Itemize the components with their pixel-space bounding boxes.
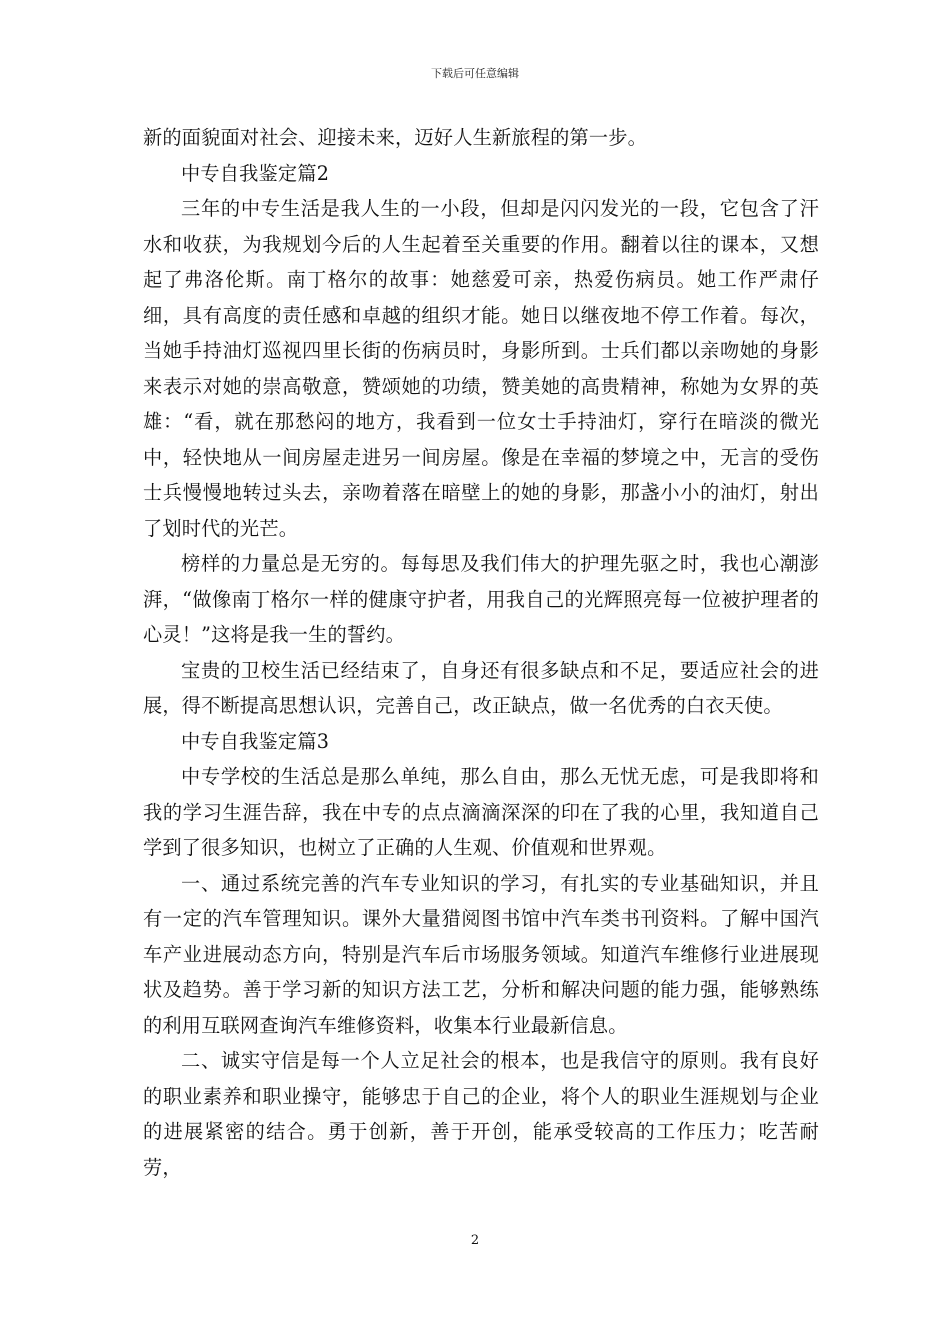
document-body [143, 120, 819, 1185]
paragraph: 一、通过系统完善的汽车专业知识的学习，有扎实的专业基础知识，并且有一定的汽车管理知识。课外大量猎阅图书馆中汽车类书刊资料。了解中国汽车产业进展动态方向，特别是汽车后市场服务领域。知道汽车维修行业进展现状及趋势。善于学习新的知识方法工艺，分析和解决问题的能力强，能够熟练的利用互联网查询汽车维修资料，收集本行业最新信息。 [143, 871, 819, 1037]
paragraph: 宝贵的卫校生活已经结束了，自身还有很多缺点和不足，要适应社会的进展，得不断提高思想认识，完善自己，改正缺点，做一名优秀的白衣天使。 [143, 658, 819, 717]
paragraph-continuation: 新的面貌面对社会、迎接未来，迈好人生新旅程的第一步。 [143, 126, 648, 149]
page-header: 下载后可任意编辑 [431, 67, 519, 80]
paragraph: 二、诚实守信是每一个人立足社会的根本，也是我信守的原则。我有良好的职业素养和职业操守，能够忠于自己的企业，将个人的职业生涯规划与企业的进展紧密的结合。勇于创新，善于开创，能承受较高的工作压力；吃苦耐劳， [143, 1049, 819, 1179]
paragraph: 三年的中专生活是我人生的一小段，但却是闪闪发光的一段，它包含了汗水和收获，为我规划今后的人生起着至关重要的作用。翻着以往的课本，又想起了弗洛伦斯。南丁格尔的故事：她慈爱可亲，热爱伤病员。她工作严肃仔细，具有高度的责任感和卓越的组织才能。她日以继夜地不停工作着。每次，当她手持油灯巡视四里长街的伤病员时，身影所到。士兵们都以亲吻她的身影来表示对她的崇高敬意，赞颂她的功绩，赞美她的高贵精神，称她为女界的英雄：“看，就在那愁闷的地方，我看到一位女士手持油灯，穿行在暗淡的微光中，轻快地从一间房屋走进另一间房屋。像是在幸福的梦境之中，无言的受伤士兵慢慢地转过头去，亲吻着落在暗壁上的她的身影，那盏小小的油灯，射出了划时代的光芒。 [143, 197, 819, 540]
section-heading-3: 中专自我鉴定篇3 [181, 729, 330, 753]
paragraph: 中专学校的生活总是那么单纯，那么自由，那么无忧无虑，可是我即将和我的学习生涯告辞，我在中专的点点滴滴深深的印在了我的心里，我知道自己学到了很多知识，也树立了正确的人生观、价值观和世界观。 [143, 765, 819, 859]
paragraph: 榜样的力量总是无穷的。每每思及我们伟大的护理先驱之时，我也心潮澎湃，“做像南丁格尔一样的健康守护者，用我自己的光辉照亮每一位被护理者的心灵！”这将是我一生的誓约。 [143, 552, 819, 646]
section-heading-2: 中专自我鉴定篇2 [181, 161, 330, 185]
page-number: 2 [470, 1233, 480, 1248]
